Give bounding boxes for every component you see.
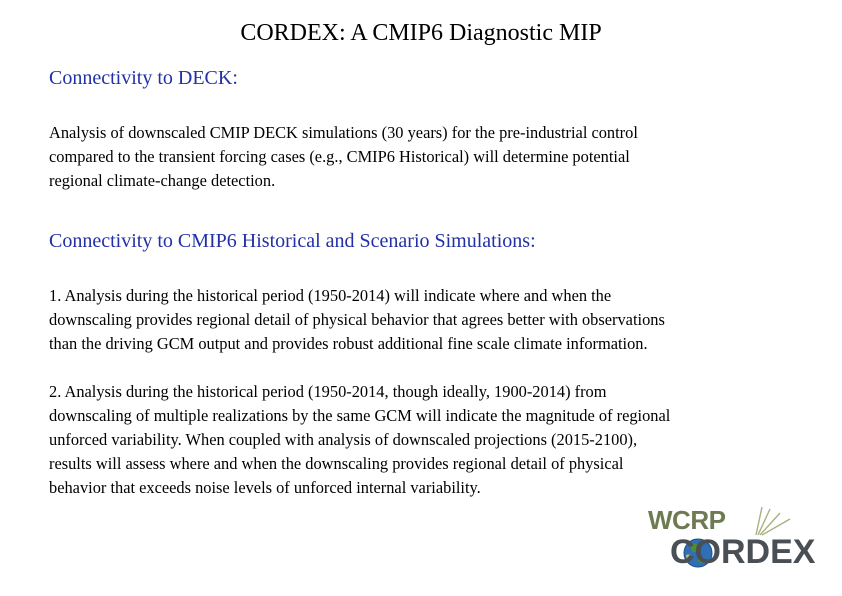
item2-line: 2. Analysis during the historical period (1950-2014, though ideally, 1900-2014) from bbox=[49, 382, 607, 401]
logo-cordex-label: CORDEX bbox=[670, 533, 816, 571]
deck-line: Analysis of downscaled CMIP DECK simulations (30 years) for the pre-industrial control bbox=[49, 123, 638, 142]
deck-line: compared to the transient forcing cases (e.g., CMIP6 Historical) will determine potential bbox=[49, 147, 630, 166]
item2-line: downscaling of multiple realizations by the same GCM will indicate the magnitude of regional bbox=[49, 406, 671, 425]
item1-line: downscaling provides regional detail of physical behavior that agrees better with observations bbox=[49, 310, 665, 329]
logo-wcrp-text: WCRP bbox=[648, 505, 726, 535]
page-title: CORDEX: A CMIP6 Diagnostic MIP bbox=[240, 20, 602, 46]
item1-line: than the driving GCM output and provides robust additional fine scale climate information. bbox=[49, 334, 648, 353]
item2-line: unforced variability. When coupled with analysis of downscaled projections (2015-2100), bbox=[49, 430, 638, 449]
item2-line: behavior that exceeds noise levels of unforced internal variability. bbox=[49, 478, 481, 497]
deck-line: regional climate-change detection. bbox=[49, 171, 276, 190]
wcrp-cordex-logo bbox=[640, 505, 820, 577]
deck-heading: Connectivity to DECK: bbox=[49, 67, 238, 89]
historical-item-2 bbox=[49, 380, 829, 500]
deck-paragraph bbox=[49, 121, 829, 193]
historical-item-1 bbox=[49, 284, 829, 356]
item2-line: results will assess where and when the downscaling provides regional detail of physical bbox=[49, 454, 624, 473]
historical-heading: Connectivity to CMIP6 Historical and Scenario Simulations: bbox=[49, 230, 536, 252]
item1-line: 1. Analysis during the historical period (1950-2014) will indicate where and when the bbox=[49, 286, 612, 305]
logo-cordex-text bbox=[670, 533, 815, 572]
